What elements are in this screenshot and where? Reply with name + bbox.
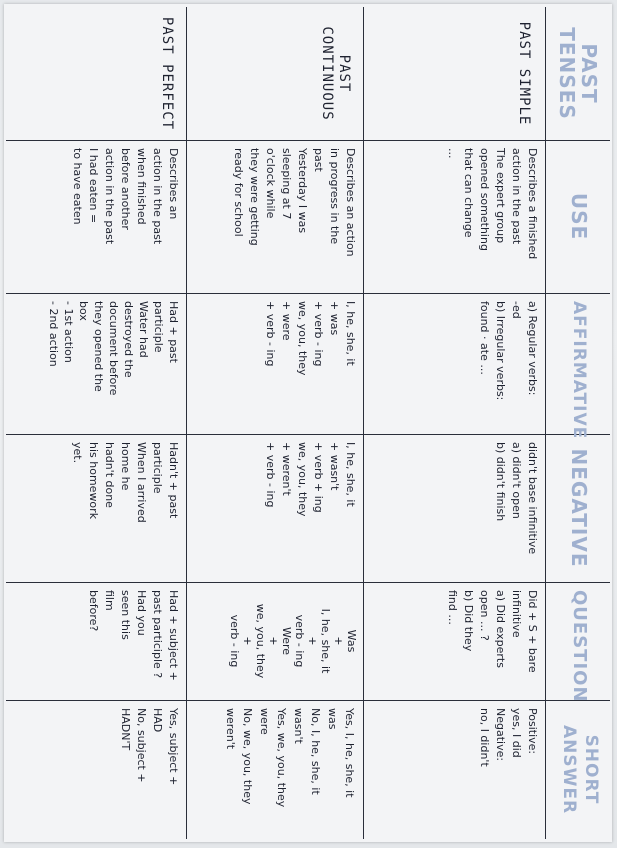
tense-past-simple: PAST SIMPLE (516, 21, 532, 126)
header-short-answer: SHORT ANSWER (559, 724, 601, 815)
header-negative: NEGATIVE (567, 448, 591, 568)
tense-past-perfect: PAST PERFECT (159, 16, 175, 131)
question-past-continuous: Was + I, he, she, it + verb - ing Were + we, you, they + verb - ing (228, 603, 358, 679)
header-use: USE (567, 192, 591, 241)
header-affirmative: AFFIRMATIVE (569, 301, 589, 440)
short-answer-past-continuous: Yes, I, he, she, it was No, I, he, she, it wasn't Yes, we, you, they were No, we, you, they weren't (224, 708, 356, 808)
use-past-continuous: Describes an action in progress in the past Yesterday I was sleeping at 7 o'clock while they were getting ready for school (232, 148, 357, 257)
short-answer-past-simple: Positive: yes, I did Negative: no, I didn't (478, 708, 539, 767)
past-tenses-table (6, 7, 610, 839)
short-answer-past-perfect: Yes, subject + HAD No, subject + HADN'T (119, 708, 180, 786)
negative-past-simple: didn't base infinitive a) didn't open b) didn't finish (494, 442, 539, 555)
header-row (546, 7, 610, 839)
row-past-continuous (187, 7, 364, 839)
affirmative-past-simple: a) Regular verbs: -ed b) Irregular verbs: found · ate ... (478, 301, 539, 401)
row-past-simple (364, 7, 546, 839)
row-past-perfect (6, 7, 187, 839)
use-past-perfect: Describes an action in the past when finished before another action in the past I had eaten = to have eaten (71, 148, 180, 245)
worksheet-paper (4, 4, 612, 842)
header-question: QUESTION (569, 590, 590, 703)
negative-past-perfect: Hadn't + past participle When I arrived home he hadn't done his homework yet. (71, 442, 180, 523)
question-past-perfect: Had + subject + past participle ? Had you seen this film before? (87, 590, 180, 681)
use-past-simple: Describes a finished action in the past The expert group opened something that can change ... (446, 148, 539, 260)
tense-past-continuous: PAST CONTINUOUS (319, 26, 352, 121)
negative-past-continuous: I, he, she, it + wasn't + verb + ing we, you, they + weren't + verb - ing (264, 442, 357, 517)
question-past-simple: Did + S + bare infinitive a) Did experts open ... ? b) Did they find ... (446, 590, 539, 673)
affirmative-past-perfect: Had + past participle Water had destroyed the document before they opened the box - 1st action - 2nd action (47, 301, 180, 396)
affirmative-past-continuous: I, he, she, it + was + verb - ing we, you, they + were + verb - ing (264, 301, 357, 376)
header-tenses: PAST TENSES (555, 27, 601, 120)
